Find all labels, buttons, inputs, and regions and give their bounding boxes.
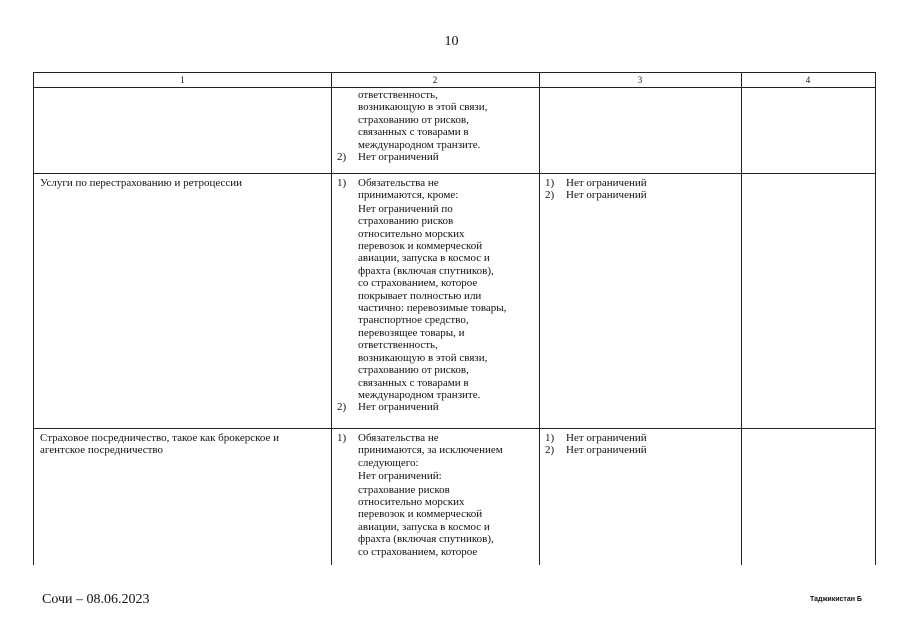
row2-col3-item-2 — [542, 189, 740, 201]
row-divider — [34, 428, 875, 429]
row3-col2-cell — [334, 432, 539, 558]
footer-country-code: Таджикистан Б — [810, 596, 862, 603]
row3-col3-item-1 — [542, 432, 740, 444]
row3-col3-cell — [542, 432, 740, 457]
item-number: 2) — [337, 151, 347, 164]
item-number: 1) — [337, 432, 347, 444]
item-text: Нет ограничений — [358, 401, 439, 414]
commitments-table — [33, 72, 876, 565]
item-text: Нет ограничений — [566, 189, 647, 202]
row3-col2-paragraph-1: Нет ограничений: — [358, 470, 442, 483]
row-divider — [34, 173, 875, 174]
page-number: 10 — [444, 34, 459, 49]
row1-col2-continuation: ответственность, возникающую в этой связи, страхованию от рисков, связанных с товарами в международном транзите. — [358, 89, 488, 151]
item-number: 2) — [545, 189, 555, 202]
item-number: 2) — [545, 444, 555, 457]
row3-service-name: Страховое посредничество, такое как брокерское и агентское посредничество — [40, 432, 280, 457]
column-divider — [741, 73, 742, 565]
header-divider — [34, 87, 875, 88]
row2-col2-item-1 — [334, 177, 539, 202]
item-number: 2) — [337, 401, 347, 414]
row1-col2-item-2 — [334, 151, 539, 163]
row2-col3-item-1 — [542, 177, 740, 189]
item-text: Обязательства не принимаются, кроме: — [358, 177, 459, 202]
row3-col2-paragraph-2: страхование рисков относительно морских перевозок и коммерческой авиации, запуска в космос и фрахта (включая спутников), со страхованием, которое — [358, 483, 494, 558]
row3-col3-item-2 — [542, 444, 740, 456]
item-number: 1) — [545, 432, 555, 444]
item-text: Нет ограничений — [566, 432, 647, 444]
row1-col2-cell — [334, 89, 539, 163]
column-header-2: 2 — [432, 75, 438, 85]
item-text: Нет ограничений — [358, 151, 439, 164]
item-text: Нет ограничений — [566, 444, 647, 457]
item-text: Обязательства не принимаются, за исключением следующего: — [358, 432, 503, 469]
row3-col2-item-1 — [334, 432, 539, 469]
row2-col2-cell — [334, 177, 539, 414]
row2-col3-cell — [542, 177, 740, 202]
column-header-3: 3 — [637, 75, 643, 85]
row2-col2-item-2 — [334, 401, 539, 413]
row2-service-name: Услуги по перестрахованию и ретроцессии — [40, 177, 243, 189]
item-text: Нет ограничений — [566, 177, 647, 189]
column-divider — [539, 73, 540, 565]
column-header-1: 1 — [180, 75, 185, 85]
column-header-4: 4 — [805, 75, 811, 85]
item-number: 1) — [545, 177, 555, 189]
column-divider — [331, 73, 332, 565]
item-number: 1) — [337, 177, 347, 189]
footer-place-date: Сочи – 08.06.2023 — [42, 592, 150, 607]
row2-col2-paragraph: Нет ограничений по страхованию рисков относительно морских перевозок и коммерческой авиации, запуска в космос и фрахта (включая спутников), со страхованием, которое покрывает полностью или частично: перевозимые товары, транспортное средство, перевозящее товары, и ответственность, возникающую в этой связи, страхованию от рисков, связанных с товарами в международном транзите. — [358, 202, 507, 401]
